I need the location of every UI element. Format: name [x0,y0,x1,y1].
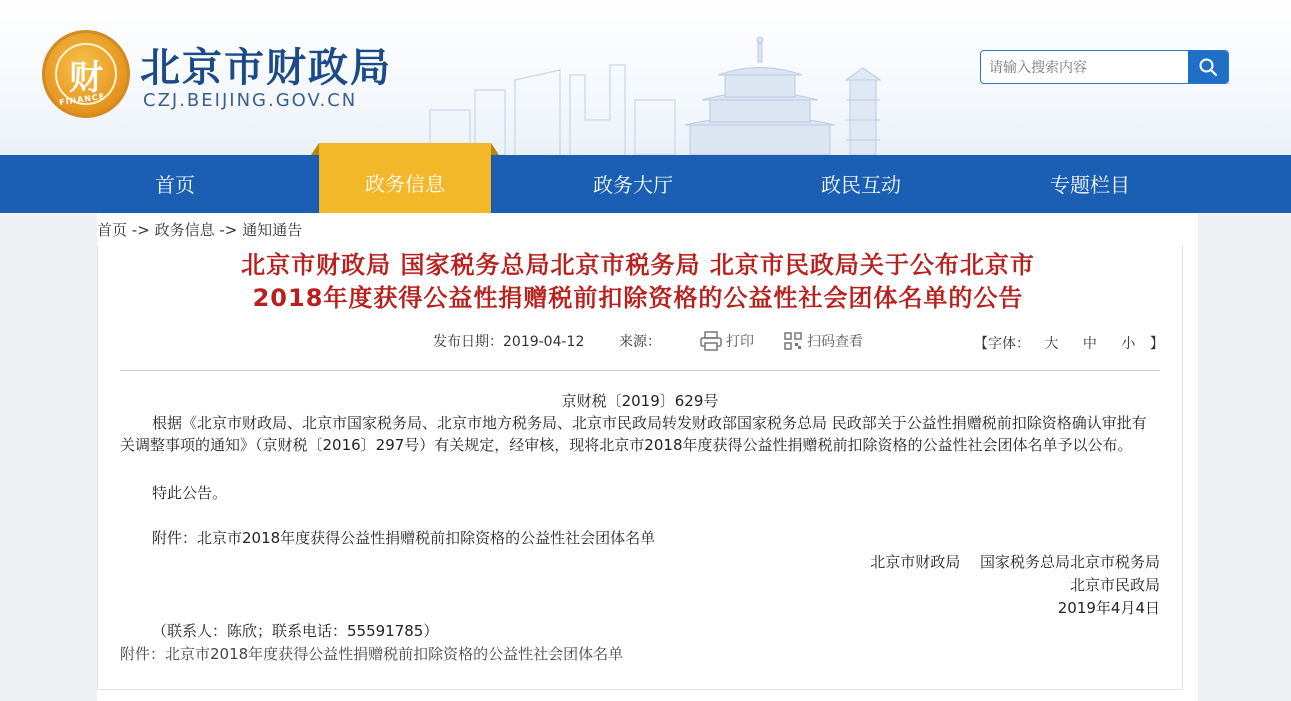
article-title-line-1: 北京市财政局 国家税务总局北京市税务局 北京市民政局关于公布北京市 [241,251,1035,279]
site-header [0,0,1291,155]
nav-item-government-info[interactable]: 政务信息 [319,143,491,213]
font-size-control [974,333,1164,353]
breadcrumb-separator: -> [219,221,238,239]
print-button[interactable] [700,331,754,351]
breadcrumb-government-info[interactable]: 政务信息 [154,221,215,239]
main-nav [0,155,1291,213]
search-button[interactable] [1188,51,1228,83]
scan-label: 扫码查看 [807,334,863,350]
attachment-link[interactable]: 附件：北京市2018年度获得公益性捐赠税前扣除资格的公益性社会团体名单 [120,645,624,663]
search-box [980,50,1229,84]
qr-code-icon [784,332,802,350]
document-number: 京财税〔2019〕629号 [561,392,719,410]
search-icon [1198,57,1218,77]
nav-item-home[interactable]: 首页 [155,173,195,197]
scan-qr-button[interactable] [784,331,863,351]
article-title [138,249,1138,315]
font-size-small[interactable]: 小 [1121,336,1136,352]
beijing-skyline-illustration [420,20,920,155]
contact-info: （联系人：陈欣；联系电话：55591785） [152,622,439,640]
signatory-line-1: 北京市财政局 国家税务总局北京市税务局 [870,553,1160,571]
printer-icon [700,331,722,351]
breadcrumb-home[interactable]: 首页 [97,221,128,239]
nav-item-interaction[interactable]: 政民互动 [821,173,901,197]
paragraph-main: 根据《北京市财政局、北京市国家税务局、北京市地方税务局、北京市民政局转发财政部国家税务总局 民政部关于公益性捐赠税前扣除资格确认审批有关调整事项的通知》（京财税〔2016〕297号）有关规定，经审核，现将北京市2018年度获得公益性捐赠税前扣除资格的公益性社会团体名单予以公布。 [120,414,1147,454]
main-content [97,213,1198,701]
paragraph-closing: 特此公告。 [152,484,228,502]
sign-date: 2019年4月4日 [1057,599,1160,617]
font-size-suffix: 】 [1149,336,1164,352]
attachment-line: 附件：北京市2018年度获得公益性捐赠税前扣除资格的公益性社会团体名单 [152,529,656,547]
logo-band-text: FINANCE [58,91,106,108]
article-divider [120,370,1160,371]
logo-character: 财 [69,57,103,98]
finance-logo[interactable] [42,30,130,118]
font-size-prefix: 【字体： [974,336,1030,352]
site-name[interactable]: 北京市财政局 [140,45,392,91]
article [97,245,1183,690]
font-size-medium[interactable]: 中 [1082,336,1097,352]
signatory-line-2: 北京市民政局 [1069,576,1160,594]
nav-item-special-topics[interactable]: 专题栏目 [1050,173,1130,197]
publish-date: 发布日期：2019-04-12 [433,334,585,350]
font-size-large[interactable]: 大 [1044,336,1059,352]
article-source: 来源： [619,334,661,350]
nav-item-service-hall[interactable]: 政务大厅 [593,173,673,197]
print-label: 打印 [726,334,754,350]
breadcrumb [97,219,302,240]
site-domain: CZJ.BEIJING.GOV.CN [143,90,358,111]
breadcrumb-separator: -> [131,221,150,239]
article-title-line-2: 2018年度获得公益性捐赠税前扣除资格的公益性社会团体名单的公告 [252,284,1024,312]
search-input[interactable] [981,51,1188,83]
breadcrumb-notices[interactable]: 通知通告 [242,221,303,239]
